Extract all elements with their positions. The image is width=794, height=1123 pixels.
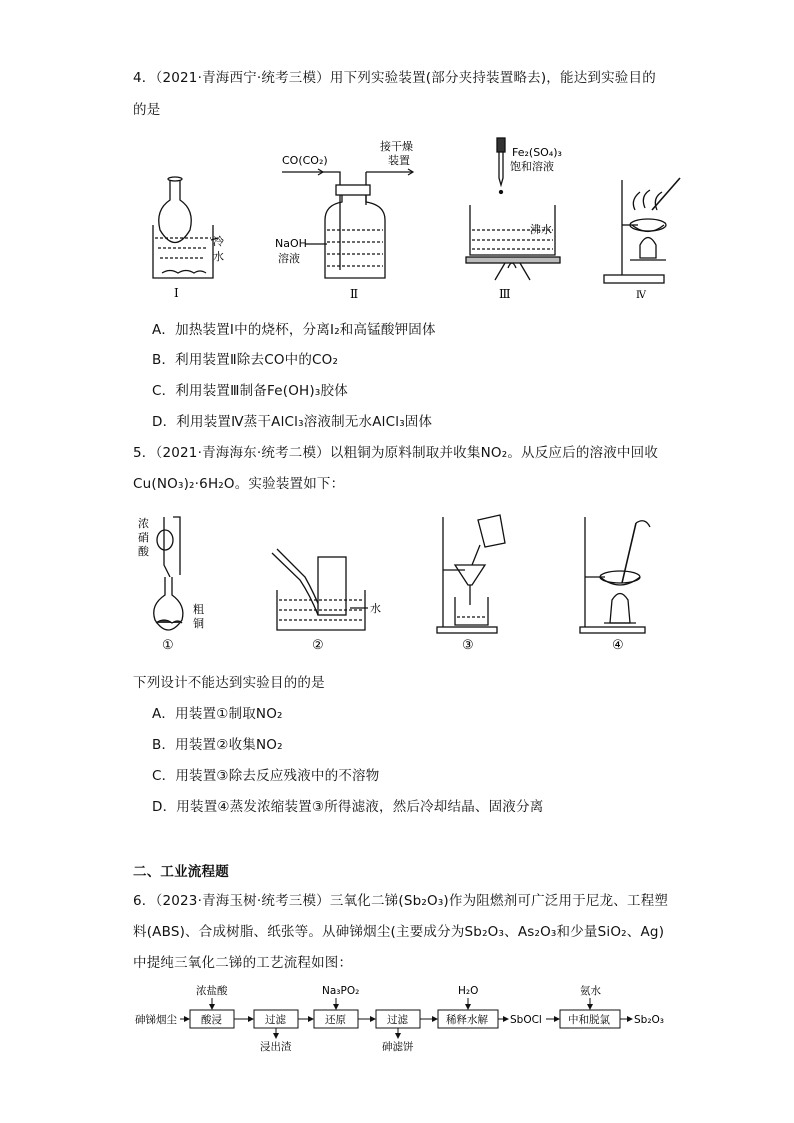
flow-step-1: 酸浸 — [201, 1014, 222, 1026]
q6-stem-line1: 6．（2023·青海玉树·统考三模）三氧化二锑(Sb₂O₃)作为阻燃剂可广泛用于尼龙、工程塑 — [133, 893, 669, 909]
copper-label-2: 铜 — [193, 617, 204, 630]
q5-prompt: 下列设计不能达到实验目的的是 — [133, 675, 325, 691]
flow-step-4: 过滤 — [387, 1014, 408, 1026]
flow-reagent-4: 氨水 — [580, 985, 601, 997]
apparatus-2-washing-bottle — [305, 172, 385, 278]
q4-option-d: D．利用装置Ⅳ蒸干AlCl₃溶液制无水AlCl₃固体 — [152, 414, 433, 430]
flow-reagent-2: Na₃PO₂ — [322, 985, 360, 997]
flow-reagent-1: 浓盐酸 — [196, 985, 228, 997]
flow-out-2: 砷滤饼 — [382, 1041, 414, 1053]
flow-reagent-3: H₂O — [458, 985, 479, 997]
apparatus-4-evaporating-dish — [604, 178, 680, 283]
q4-stem-line1: 4．（2021·青海西宁·统考三模）用下列实验装置(部分夹持装置略去)，能达到实验目的 — [133, 70, 656, 86]
acid-label-1: 浓 — [138, 517, 149, 530]
q6-stem-line2: 料(ABS)、合成树脂、纸张等。从砷锑烟尘(主要成分为Sb₂O₃、As₂O₃和少量SiO₂、Ag) — [133, 924, 665, 940]
q5-stem-line1: 5．（2021·青海海东·统考二模）以粗铜为原料制取并收集NO₂。从反应后的溶液中回收 — [133, 445, 659, 461]
q5-apparatus-figure — [0, 505, 794, 655]
roman-label-4: Ⅳ — [636, 290, 646, 301]
num-label-2: ② — [312, 638, 324, 653]
q4-option-c: C．利用装置Ⅲ制备Fe(OH)₃胶体 — [152, 383, 348, 399]
water-label: 水 — [370, 602, 381, 615]
copper-label-1: 粗 — [193, 603, 204, 616]
num-label-3: ③ — [462, 638, 474, 653]
naoh-label-1: NaOH — [275, 237, 307, 250]
apparatus-2-trough — [272, 549, 368, 630]
co-label: CO(CO₂) — [282, 154, 328, 167]
cold-water-label-2: 水 — [213, 250, 224, 263]
q4-apparatus-figure — [0, 130, 794, 305]
cold-water-label-1: 冷 — [213, 235, 224, 248]
fe-label-2: 饱和溶液 — [510, 160, 554, 173]
boiling-water-label: 沸水 — [530, 223, 552, 236]
q4-option-b: B．利用装置Ⅱ除去CO中的CO₂ — [152, 352, 339, 368]
flow-out-1: 浸出渣 — [260, 1041, 292, 1053]
flow-step-3: 还原 — [325, 1014, 346, 1026]
q4-option-a: A．加热装置Ⅰ中的烧杯，分离I₂和高锰酸钾固体 — [152, 322, 436, 338]
apparatus-1-beaker-flask — [153, 177, 218, 278]
roman-label-3: Ⅲ — [499, 287, 511, 301]
dry-label-1: 接干燥 — [380, 140, 413, 153]
roman-label-1: Ⅰ — [174, 286, 179, 300]
q5-stem-line2: Cu(NO₃)₂·6H₂O。实验装置如下： — [133, 476, 345, 492]
acid-label-3: 酸 — [138, 545, 149, 558]
flow-step-5: 稀释水解 — [446, 1014, 488, 1026]
apparatus-3-filtration — [437, 515, 505, 633]
q4-stem-line2: 的是 — [133, 102, 161, 118]
section-title: 二、工业流程题 — [133, 864, 229, 880]
flow-intermediate: SbOCl — [510, 1014, 542, 1026]
q5-option-c: C．用装置③除去反应残液中的不溶物 — [152, 768, 380, 784]
num-label-1: ① — [162, 638, 174, 653]
dry-label-2: 装置 — [388, 154, 410, 167]
q5-option-d: D．用装置④蒸发浓缩装置③所得滤液，然后冷却结晶、固液分离 — [152, 799, 544, 815]
q5-option-a: A．用装置①制取NO₂ — [152, 706, 283, 722]
apparatus-1-flask — [154, 517, 183, 630]
naoh-label-2: 溶液 — [278, 252, 300, 265]
q6-stem-line3: 中提纯三氧化二锑的工艺流程如图： — [133, 955, 353, 971]
acid-label-2: 硝 — [138, 531, 149, 544]
q5-option-b: B．用装置②收集NO₂ — [152, 737, 283, 753]
q6-process-flow — [0, 980, 794, 1060]
fe-label-1: Fe₂(SO₄)₃ — [512, 146, 562, 159]
flow-step-6: 中和脱氯 — [568, 1014, 610, 1026]
apparatus-4-evaporation — [580, 517, 650, 633]
roman-label-2: Ⅱ — [350, 287, 359, 301]
flow-start: 砷锑烟尘 — [135, 1014, 177, 1026]
num-label-4: ④ — [612, 638, 624, 653]
flow-product: Sb₂O₃ — [634, 1014, 665, 1026]
flow-step-2: 过滤 — [265, 1014, 286, 1026]
